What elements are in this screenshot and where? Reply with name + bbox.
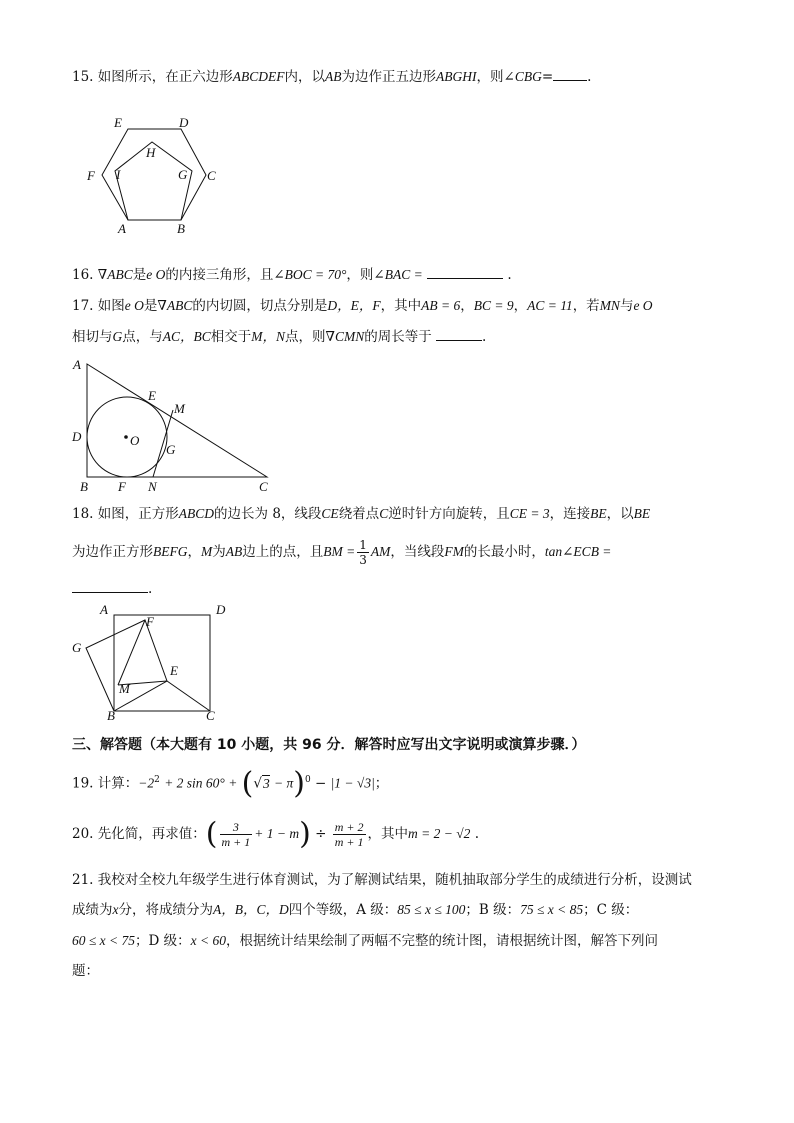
q20-text: 20. 先化简，再求值：( $\frac{3}{m + 1}$ + 1 − m) ÷ $\frac{m + 2}{m + 1}$ ，其中m = 2 − √2 .: [72, 816, 479, 852]
label-F: F: [146, 614, 154, 629]
triangle-ABC: [87, 364, 267, 477]
center-dot: [124, 435, 128, 439]
label-A: A: [100, 602, 108, 617]
label-G: G: [178, 167, 188, 182]
label-B: B: [107, 708, 115, 723]
fraction-m-plus-2-over-m-plus-1: $\frac{m + 2}{m + 1}$: [334, 820, 364, 849]
answer-blank[interactable]: [427, 264, 503, 279]
label-C: C: [206, 708, 215, 723]
section-heading: 三、解答题（本大题有 10 小题，共 96 分．解答时应写出文字说明或演算步骤．）: [72, 737, 586, 753]
q21-line4: 题：: [72, 963, 99, 979]
label-A: A: [118, 221, 126, 236]
label-I: I: [116, 167, 121, 182]
label-D: D: [179, 115, 189, 130]
q21-line2: 成绩为x分，将成绩分为A，B，C，D四个等级，A 级：85 ≤ x ≤ 100；B 级：75 ≤ x < 85；C 级：: [72, 902, 639, 918]
label-C: C: [259, 479, 268, 494]
q19-text: 19. 计算：$-2^2 + 2$ $\sin 60^\circ + (√3 - \pi)^0 - |1 - √3|$；: [72, 766, 389, 801]
label-O: O: [130, 433, 140, 448]
label-C: C: [207, 168, 216, 183]
q18-line2: 为边作正方形BEFG，M为AB边上的点，且BM = $\frac{1}{3}$ AM，当线段FM的长最小时，tan∠ECB =: [72, 538, 612, 567]
answer-blank[interactable]: [436, 326, 482, 341]
label-N: N: [148, 479, 157, 494]
q21-line1: 21. 我校对全校九年级学生进行体育测试，为了解测试结果，随机抽取部分学生的成绩进行分析，设测试: [72, 872, 692, 888]
label-A: A: [73, 357, 81, 372]
label-M: M: [119, 681, 130, 696]
q21-line3: 60 ≤ x < 75；D 级：x < 60，根据统计结果绘制了两幅不完整的统计图，请根据统计图，解答下列问: [72, 933, 658, 949]
q15-figure: [80, 110, 230, 240]
segment-CE: [167, 681, 210, 711]
q17-line1: 17. 如图e O是∇ABC的内切圆，切点分别是D，E，F，其中AB = 6，BC = 9，AC = 11，若MN与e O: [72, 298, 653, 314]
q18-line1: 18. 如图，正方形ABCD的边长为 8，线段CE绕着点C逆时针方向旋转，且CE = 3，连接BE，以BE: [72, 506, 651, 522]
q18-figure: [70, 600, 240, 725]
label-M: M: [174, 401, 185, 416]
label-G: G: [72, 640, 82, 655]
label-H: H: [146, 145, 156, 160]
label-G: G: [166, 442, 176, 457]
label-B: B: [177, 221, 185, 236]
label-E: E: [170, 663, 178, 678]
answer-blank[interactable]: [553, 66, 587, 81]
q16-text: 16. ∇ABC是e O的内接三角形，且∠BOC = 70°，则∠BAC = .: [72, 264, 512, 285]
label-D: D: [72, 429, 82, 444]
square-ABCD: [114, 615, 210, 711]
q17-figure: [70, 355, 280, 495]
fraction-one-third: $\frac{1}{3}$: [359, 538, 367, 567]
label-E: E: [148, 388, 156, 403]
label-B: B: [80, 479, 88, 494]
q18-line3: .: [72, 578, 152, 599]
q17-line2: 相切与G点，与AC，BC相交于M，N点，则∇CMN的周长等于 .: [72, 326, 486, 347]
label-F: F: [87, 168, 95, 183]
answer-blank[interactable]: [72, 578, 148, 593]
segment-FM: [118, 620, 145, 685]
label-D: D: [216, 602, 226, 617]
label-E: E: [114, 115, 122, 130]
q15-text: 15. 如图所示，在正六边形ABCDEF内，以AB为边作正五边形ABGHI，则∠CBG= .: [72, 66, 591, 87]
label-F: F: [118, 479, 126, 494]
fraction-3-over-m-plus-1: $\frac{3}{m + 1}$: [221, 820, 251, 849]
